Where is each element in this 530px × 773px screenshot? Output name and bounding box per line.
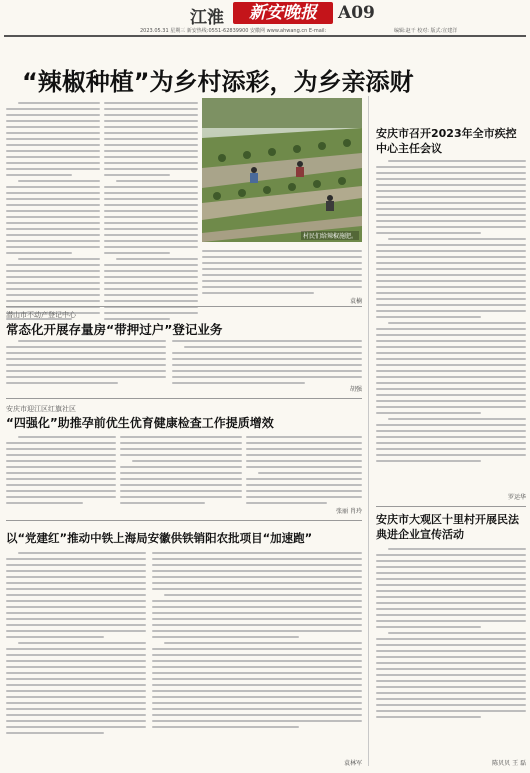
story-c-author: 张丽 肖玲: [336, 508, 362, 515]
editor-line: 编辑:赵干 校对: 版式:宣建洋: [394, 28, 458, 34]
newspaper-logo: [233, 2, 333, 24]
story-b-body-col2: [172, 340, 362, 388]
section-name: 江淮: [190, 8, 224, 28]
section-rule-1: [6, 306, 362, 307]
column-divider: [368, 96, 369, 766]
story-c-body-col3: [246, 436, 362, 508]
story-d-body-col2: [152, 552, 362, 732]
story-f-author: 陈贝贝 王 磊: [492, 760, 526, 767]
story-b-author: 胡强: [349, 386, 362, 393]
lead-story-body-col2: [104, 102, 198, 324]
dateline: 2023.05.31 星期三 新安热线:0551-62839900 安徽网 www.ahwang.cn E-mail:: [140, 28, 327, 34]
section-rule-2: [6, 398, 362, 399]
lead-story-author: 袁楠: [349, 298, 362, 305]
story-b-headline: 常态化开展存量房“带押过户”登记业务: [6, 322, 223, 337]
lead-story-body-col1: [6, 102, 100, 324]
story-f-body: [376, 548, 526, 722]
story-d-headline: 以“党建红”推动中铁上海局安徽供铁销阳农批项目“加速跑”: [6, 531, 313, 545]
lead-headline: “辣椒种植”为乡村添彩，为乡亲添财: [22, 68, 414, 96]
lead-story-body-col3: [202, 250, 362, 298]
story-d-body-col1: [6, 552, 146, 738]
masthead: [0, 0, 530, 34]
story-c-kicker: 安庆市迎江区红旗社区: [6, 405, 76, 413]
masthead-rule: [4, 35, 526, 37]
story-e-body: [376, 160, 526, 466]
page-number: A09: [338, 3, 375, 23]
story-e-headline: 安庆市召开2023年全市疾控中心主任会议: [376, 127, 517, 155]
section-rule-3: [6, 520, 362, 521]
newspaper-logo-text: 新安晚报: [249, 3, 317, 23]
story-b-body-col1: [6, 340, 166, 388]
story-f-headline: 安庆市大观区十里村开展民法典进企业宣传活动: [376, 513, 519, 541]
story-c-body-col2: [120, 436, 242, 508]
lead-photo: [202, 98, 362, 242]
story-d-author: 袁林军: [343, 760, 362, 767]
section-rule-4: [376, 506, 526, 507]
lead-photo-caption: 村民们给辣椒施肥。: [302, 233, 357, 240]
field-workers-image: [202, 98, 362, 242]
story-e-author: 罗运华: [507, 494, 526, 501]
story-c-body-col1: [6, 436, 116, 508]
story-c-headline: “四强化”助推孕前优生优育健康检查工作提质增效: [6, 416, 274, 430]
story-b-kicker: 潜山市不动产登记中心: [6, 311, 76, 319]
